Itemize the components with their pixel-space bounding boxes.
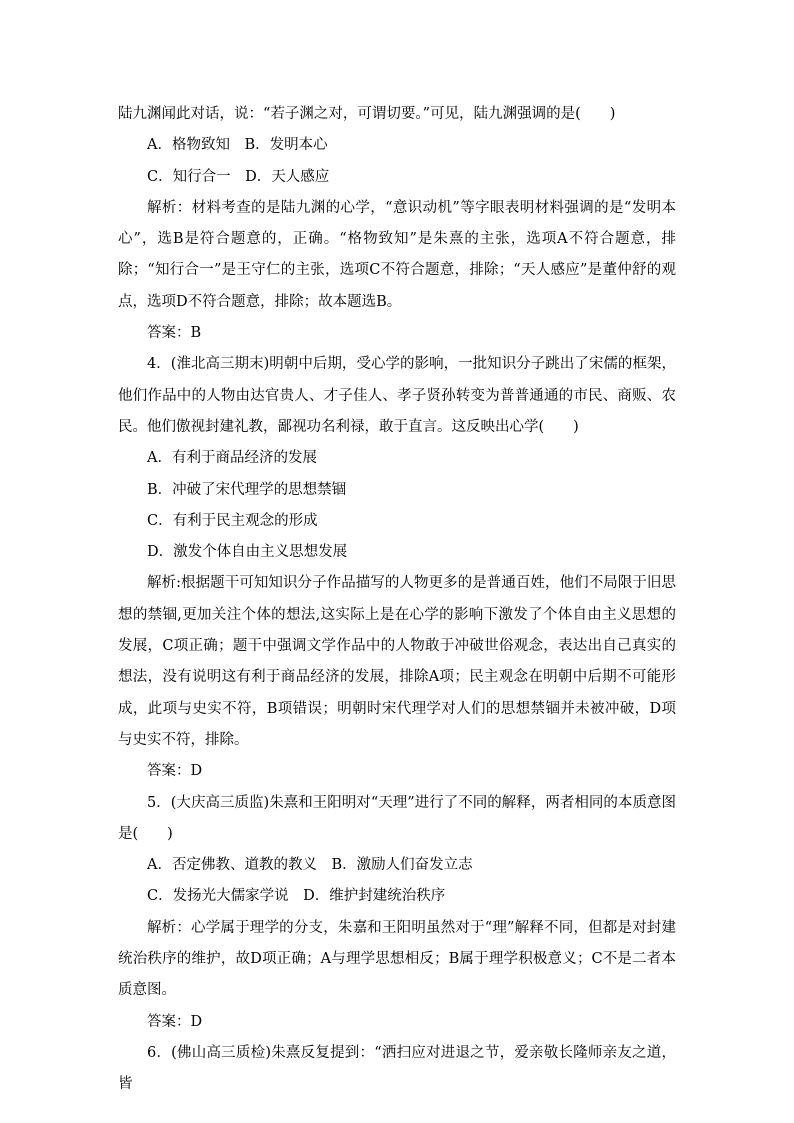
question-4-stem: 4．(淮北高三期末)明朝中后期，受心学的影响，一批知识分子跳出了宋儒的框架，他们作品中的人物由达官贵人、才子佳人、孝子贤孙转变为普普通通的市民、商贩、农民。他们傲视封建礼教，鄙视功名利禄，敢于直言。这反映出心学( ) <box>118 356 676 435</box>
question-3-tail: 陆九渊闻此对话，说：“若子渊之对，可谓切要。”可见，陆九渊强调的是( ) <box>118 106 616 122</box>
question-3-options-cd: C．知行合一 D．天人感应 <box>147 168 330 185</box>
question-4-explanation: 解析:根据题干可知知识分子作品描写的人物更多的是普通百姓，他们不局限于旧思想的禁锢,更加关注个体的想法,这实际上是在心学的影响下激发了个体自由主义思想的发展，C项正确；题干中强调文学作品中的人物敢于冲破世俗观念，表达出自己真实的想法，没有说明这有利于商品经济的发展，排除A项；民主观念在明朝中后期不可能形成，此项与史实不符，B项错误；明朝时宋代理学对人们的思想禁锢并未被冲破，D项与史实不符，排除。 <box>118 575 676 748</box>
question-4-option-c: C．有利于民主观念的形成 <box>147 512 318 529</box>
question-6-stem: 6．(佛山高三质检)朱熹反复提到：“洒扫应对进退之节，爱亲敬长隆师亲友之道，皆 <box>118 1044 676 1093</box>
question-3-answer: 答案：B <box>147 325 202 342</box>
question-5-options-cd: C．发扬光大儒家学说 D．维护封建统治秩序 <box>147 888 446 905</box>
question-5-options-ab: A．否定佛教、道教的教义 B．激励人们奋发立志 <box>147 857 473 874</box>
question-3-explanation: 解析：材料考查的是陆九渊的心学，“意识动机”等字眼表明材料强调的是“发明本心”，选B是符合题意的，正确。“格物致知”是朱熹的主张，选项A不符合题意，排除；“知行合一”是王守仁的主张，选项C不符合题意，排除；“天人感应”是董仲舒的观点，选项D不符合题意，排除；故本题选B。 <box>118 199 676 310</box>
question-4-answer: 答案：D <box>147 763 203 780</box>
question-4-option-a: A．有利于商品经济的发展 <box>147 450 317 467</box>
question-4-option-d: D．激发个体自由主义思想发展 <box>147 544 348 561</box>
question-4-option-b: B．冲破了宋代理学的思想禁锢 <box>147 481 347 498</box>
question-5-explanation: 解析：心学属于理学的分支，朱嘉和王阳明虽然对于“理”解释不同，但都是对封建统治秩序的维护，故D项正确；A与理学思想相反；B属于理学积极意义；C不是二者本质意图。 <box>118 919 676 999</box>
question-3-options-ab: A．格物致知 B．发明本心 <box>147 137 328 154</box>
question-5-answer: 答案：D <box>147 1013 203 1030</box>
question-5-stem: 5．(大庆高三质监)朱熹和王阳明对“天理”进行了不同的解释，两者相同的本质意图是( ) <box>118 794 676 842</box>
